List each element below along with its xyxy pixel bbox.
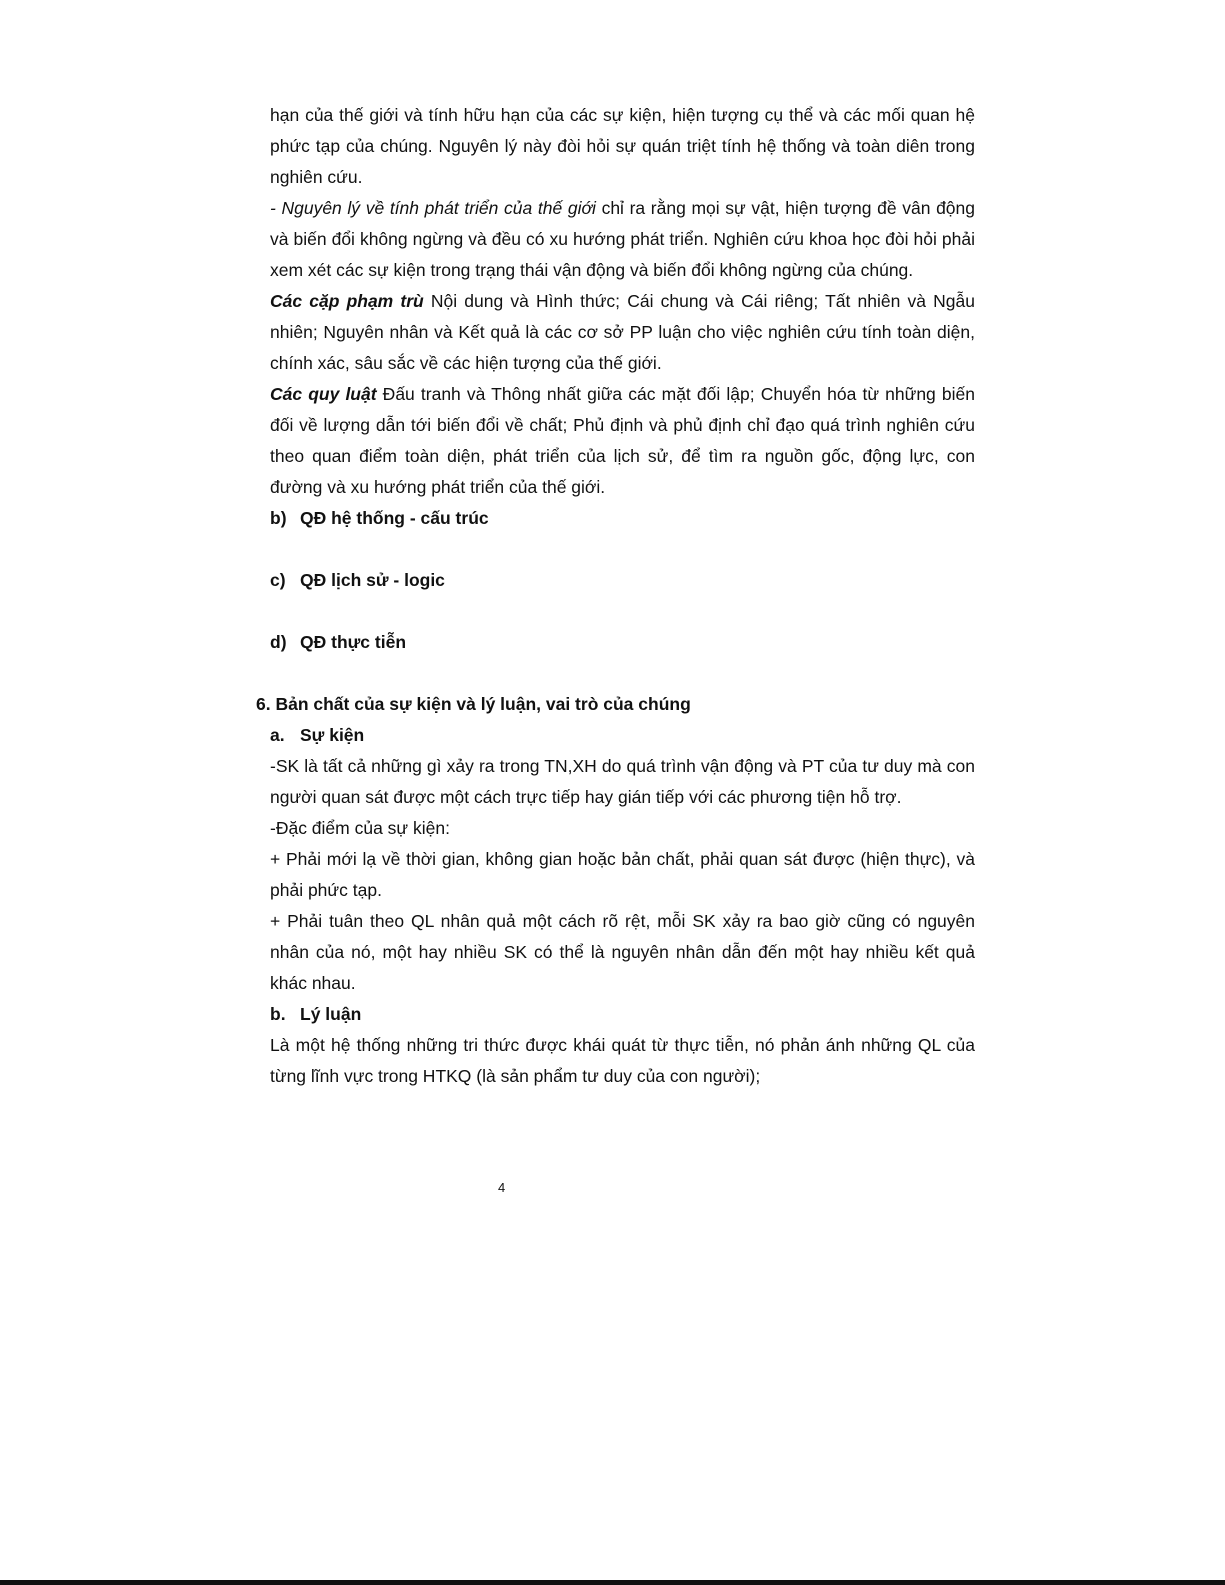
spacer — [270, 534, 975, 565]
category-pairs-text: Nội dung và Hình thức; Cái chung và Cái riêng; Tất nhiên và Ngẫu nhiên; Nguyên nhân và Kết quả là các cơ sở PP luận cho việc nghiên cứu tính toàn diện, chính xác, sâu sắc về các hiện tượng của thế giới. — [270, 291, 975, 373]
paragraph-event-definition: -SK là tất cả những gì xảy ra trong TN,XH do quá trình vận động và PT của tư duy mà con người quan sát được một cách trực tiếp hay gián tiếp với các phương tiện hỗ trợ. — [270, 756, 975, 807]
paragraph-event-feature-1: + Phải mới lạ về thời gian, không gian hoặc bản chất, phải quan sát được (hiện thực), và phải phức tạp. — [270, 849, 975, 900]
development-principle-lead: - Nguyên lý về tính phát triển của thế giới — [270, 198, 596, 218]
laws-text: Đấu tranh và Thông nhất giữa các mặt đối lập; Chuyển hóa từ những biến đối về lượng dẫn tới biến đổi về chất; Phủ định và phủ định chỉ đạo quá trình nghiên cứu theo quan điểm toàn diện, phát triển của lịch sử, để tìm ra nguồn gốc, động lực, con đường và xu hướng phát triển của thế giới. — [270, 384, 975, 497]
subheading-b-theory-label: b. — [270, 1004, 286, 1024]
page-number: 4 — [498, 1180, 506, 1195]
paragraph-finite-world: hạn của thế giới và tính hữu hạn của các sự kiện, hiện tượng cụ thể và các mối quan hệ phức tạp của chúng. Nguyên lý này đòi hỏi sự quán triệt tính hệ thống và toàn diên trong nghiên cứu. — [270, 105, 975, 187]
subheading-a-text: Sự kiện — [300, 725, 365, 745]
subheading-b-system — [270, 503, 975, 534]
spacer — [270, 658, 975, 689]
subheading-b-text: QĐ hệ thống - cấu trúc — [300, 508, 489, 528]
subheading-b-theory-text: Lý luận — [300, 1004, 362, 1024]
bottom-border — [0, 1580, 1225, 1585]
paragraph-event-feature-2: + Phải tuân theo QL nhân quả một cách rõ rệt, mỗi SK xảy ra bao giờ cũng có nguyên nhân của nó, một hay nhiều SK có thể là nguyên nhân dẫn đến một hay nhiều kết quả khác nhau. — [270, 911, 975, 993]
laws-lead: Các quy luật — [270, 384, 377, 404]
subheading-c-label: c) — [270, 570, 286, 590]
paragraph-development-principle — [270, 193, 975, 286]
subheading-d-label: d) — [270, 632, 287, 652]
paragraph-category-pairs — [270, 286, 975, 379]
subheading-b-label: b) — [270, 508, 287, 528]
category-pairs-lead: Các cặp phạm trù — [270, 291, 424, 311]
paragraph-theory-definition: Là một hệ thống những tri thức được khái quát từ thực tiễn, nó phản ánh những QL của từng lĩnh vực trong HTKQ (là sản phẩm tư duy của con người); — [270, 1035, 975, 1086]
paragraph-laws — [270, 379, 975, 503]
subheading-a-label: a. — [270, 725, 285, 745]
subheading-b-theory — [270, 999, 975, 1030]
paragraph-event-features-heading: -Đặc điểm của sự kiện: — [270, 818, 450, 838]
subheading-d-text: QĐ thực tiễn — [300, 632, 407, 652]
spacer — [270, 596, 975, 627]
subheading-a-event — [270, 720, 975, 751]
subheading-c-text: QĐ lịch sử - logic — [300, 570, 445, 590]
subheading-d-practice — [270, 627, 975, 658]
development-principle-text: chỉ ra rằng mọi sự vật, hiện tượng đề vân động và biến đổi không ngừng và đều có xu hướng phát triển. Nghiên cứu khoa học đòi hỏi phải xem xét các sự kiện trong trạng thái vận động và biến đổi không ngừng của chúng. — [270, 198, 975, 280]
page-content — [256, 100, 975, 1092]
section-6-title: 6. Bản chất của sự kiện và lý luận, vai trò của chúng — [256, 694, 691, 714]
subheading-c-history-logic — [270, 565, 975, 596]
